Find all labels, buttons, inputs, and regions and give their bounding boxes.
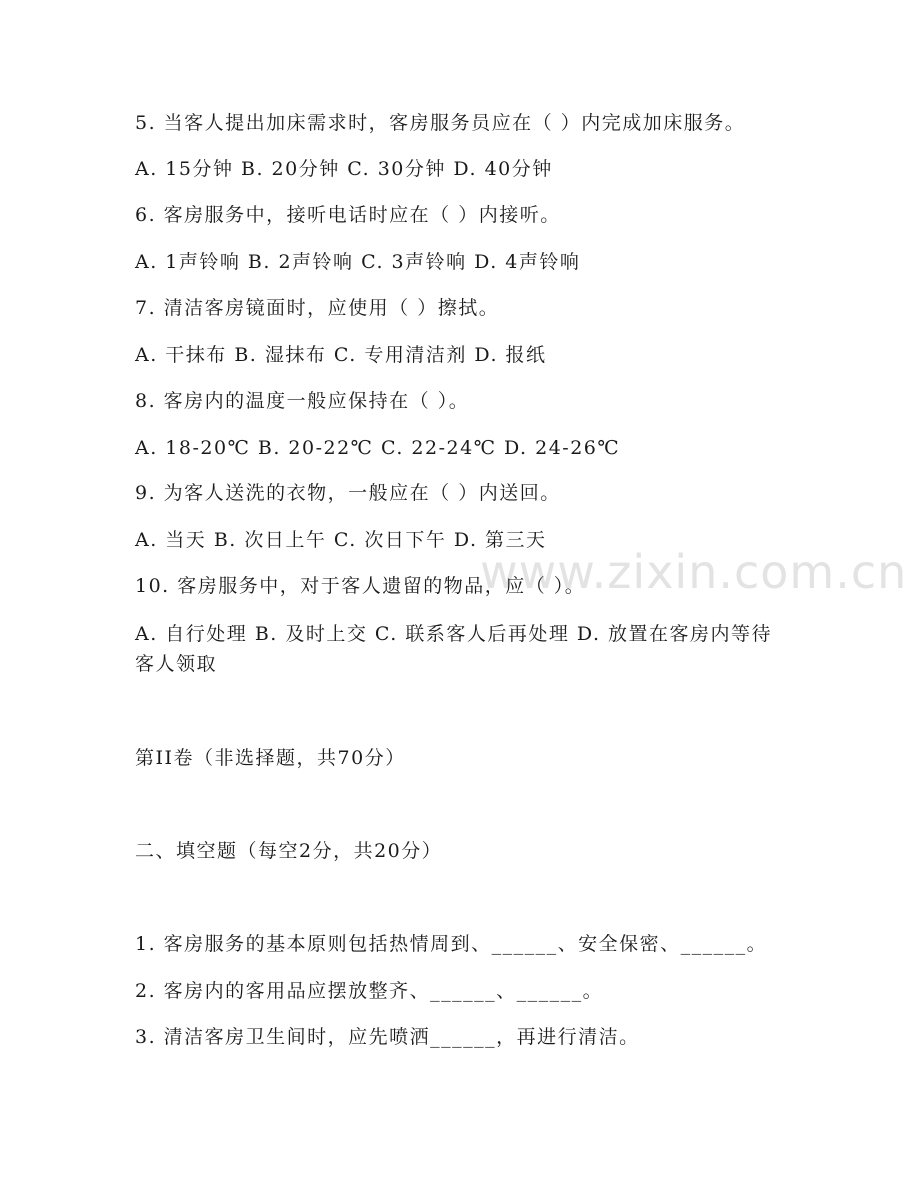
question-6: 6. 客房服务中，接听电话时应在（ ）内接听。 <box>135 204 561 226</box>
section-title-fill-in: 二、填空题（每空2分，共20分） <box>135 840 443 862</box>
question-6-options: A. 1声铃响 B. 2声铃响 C. 3声铃响 D. 4声铃响 <box>135 251 581 273</box>
fill-in-question-3: 3. 清洁客房卫生间时，应先喷洒______，再进行清洁。 <box>135 1026 640 1048</box>
question-5: 5. 当客人提出加床需求时，客房服务员应在（ ）内完成加床服务。 <box>135 112 746 134</box>
section-title-part-ii: 第II卷（非选择题，共70分） <box>135 747 406 769</box>
question-5-options: A. 15分钟 B. 20分钟 C. 30分钟 D. 40分钟 <box>135 158 553 180</box>
question-8-options: A. 18-20℃ B. 20-22℃ C. 22-24℃ D. 24-26℃ <box>135 437 621 459</box>
question-10-options: A. 自行处理 B. 及时上交 C. 联系客人后再处理 D. 放置在客房内等待客人领取 <box>135 623 773 675</box>
watermark-text: www.zixin.com.cn <box>480 545 908 599</box>
question-9-options: A. 当天 B. 次日上午 C. 次日下午 D. 第三天 <box>135 529 547 551</box>
question-10: 10. 客房服务中，对于客人遗留的物品，应（ ）。 <box>135 575 586 597</box>
question-8: 8. 客房内的温度一般应保持在（ ）。 <box>135 390 470 412</box>
fill-in-question-1: 1. 客房服务的基本原则包括热情周到、______、安全保密、______。 <box>135 933 768 955</box>
fill-in-question-2: 2. 客房内的客用品应摆放整齐、______、______。 <box>135 980 604 1002</box>
question-9: 9. 为客人送洗的衣物，一般应在（ ）内送回。 <box>135 482 561 504</box>
question-7-options: A. 干抹布 B. 湿抹布 C. 专用清洁剂 D. 报纸 <box>135 344 547 366</box>
question-7: 7. 清洁客房镜面时，应使用（ ）擦拭。 <box>135 297 500 319</box>
